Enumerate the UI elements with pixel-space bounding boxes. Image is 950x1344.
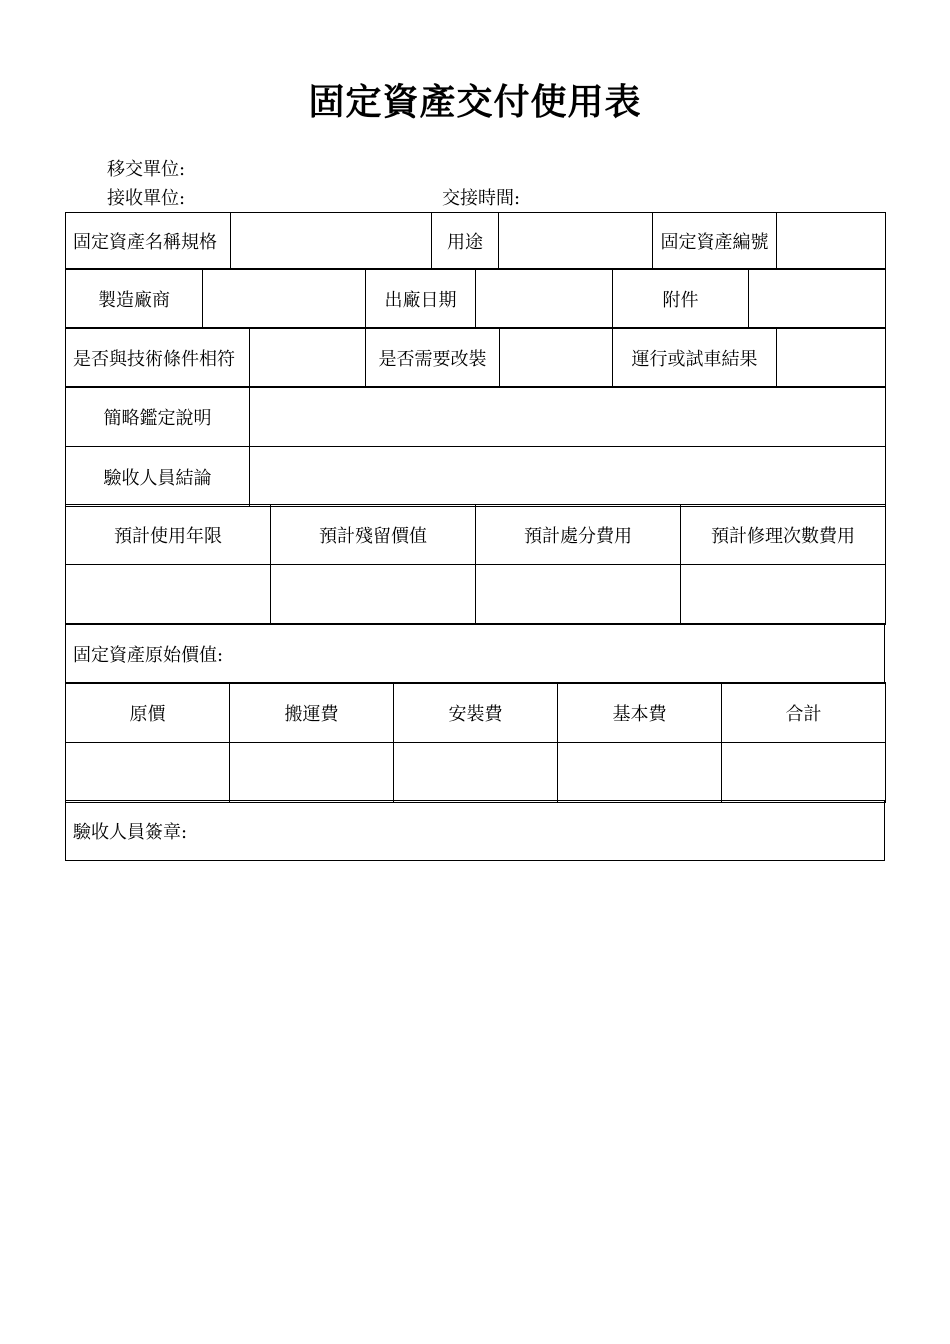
- service-life-cell[interactable]: [66, 565, 271, 625]
- residual-value-label: 預計殘留價值: [271, 505, 476, 565]
- total-label: 合計: [722, 683, 886, 743]
- purpose-cell[interactable]: [499, 213, 653, 270]
- original-price-cell[interactable]: [66, 743, 230, 803]
- transfer-unit-label: 移交單位:: [107, 159, 186, 180]
- residual-value-cell[interactable]: [271, 565, 476, 625]
- installation-fee-label: 安裝費: [394, 683, 558, 743]
- original-value-label: 固定資產原始價值:: [66, 624, 885, 684]
- attachments-cell[interactable]: [749, 269, 886, 329]
- asset-number-cell[interactable]: [777, 213, 886, 270]
- handover-time-label: 交接時間:: [442, 188, 521, 209]
- form-title: 固定資產交付使用表: [308, 82, 642, 123]
- acceptance-conclusion-label: 驗收人員結論: [66, 447, 250, 507]
- purpose-label: 用途: [432, 213, 499, 270]
- brief-appraisal-label: 簡略鑑定說明: [66, 387, 250, 447]
- repair-cost-label: 預計修理次數費用: [681, 505, 886, 565]
- disposal-cost-label: 預計處分費用: [476, 505, 681, 565]
- total-cell[interactable]: [722, 743, 886, 803]
- production-date-cell[interactable]: [476, 269, 613, 329]
- original-value-label-row: [65, 623, 885, 684]
- basic-fee-cell[interactable]: [558, 743, 722, 803]
- estimates-table: [65, 504, 886, 625]
- signature-label[interactable]: 驗收人員簽章:: [66, 801, 885, 861]
- meets-spec-label: 是否與技術條件相符: [66, 328, 250, 388]
- row-manufacturer: [65, 268, 886, 329]
- needs-modification-cell[interactable]: [500, 328, 613, 388]
- trial-result-cell[interactable]: [777, 328, 886, 388]
- disposal-cost-cell[interactable]: [476, 565, 681, 625]
- original-value-table: [65, 682, 886, 803]
- meets-spec-cell[interactable]: [250, 328, 366, 388]
- asset-number-label: 固定資產編號: [653, 213, 777, 270]
- asset-name-spec-cell[interactable]: [231, 213, 432, 270]
- repair-cost-cell[interactable]: [681, 565, 886, 625]
- manufacturer-label: 製造廠商: [66, 269, 203, 329]
- receive-unit-label: 接收單位:: [107, 188, 186, 209]
- trial-result-label: 運行或試車結果: [613, 328, 777, 388]
- signature-row: [65, 800, 885, 861]
- original-price-label: 原價: [66, 683, 230, 743]
- transport-fee-cell[interactable]: [230, 743, 394, 803]
- acceptance-conclusion-cell[interactable]: [250, 447, 886, 507]
- row-asset-name: [65, 212, 886, 270]
- row-spec-check: [65, 327, 886, 388]
- brief-appraisal-cell[interactable]: [250, 387, 886, 447]
- needs-modification-label: 是否需要改裝: [366, 328, 500, 388]
- rows-appraisal: [65, 386, 886, 507]
- manufacturer-cell[interactable]: [203, 269, 366, 329]
- transport-fee-label: 搬運費: [230, 683, 394, 743]
- basic-fee-label: 基本費: [558, 683, 722, 743]
- service-life-label: 預計使用年限: [66, 505, 271, 565]
- attachments-label: 附件: [613, 269, 749, 329]
- production-date-label: 出廠日期: [366, 269, 476, 329]
- asset-name-spec-label: 固定資產名稱規格: [66, 213, 231, 270]
- installation-fee-cell[interactable]: [394, 743, 558, 803]
